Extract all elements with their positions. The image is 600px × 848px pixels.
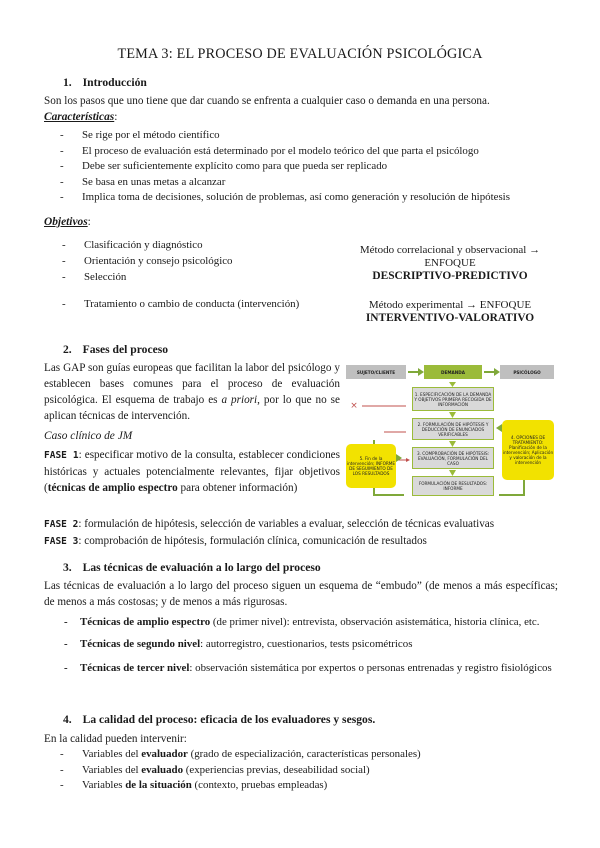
method-descriptivo	[330, 244, 570, 283]
fase-2: FASE 2: formulación de hipótesis, selección de variables a evaluar, selección de técnicas evaluativas	[44, 518, 495, 530]
list-item: - Técnicas de segundo nivel: autorregistro, cuestionarios, tests psicométricos	[64, 638, 413, 650]
objetivo-item-4: - Tratamiento o cambio de conducta (intervención)	[62, 298, 300, 310]
fase-1: FASE 1: especificar motivo de la consulta, establecer condiciones históricas y actuales potencialmente relevantes, fijar objetivos (técnicas de amplio espectro para obtener información)	[44, 449, 340, 494]
section-1-title: Introducción	[82, 76, 147, 89]
variables-list	[60, 747, 562, 794]
list-item: - Variables de la situación (contexto, pruebas empleadas)	[60, 779, 328, 791]
caracteristicas-colon: :	[114, 111, 118, 123]
list-item: - Variables del evaluador (grado de especialización, características personales)	[60, 748, 421, 760]
section-4-title: La calidad del proceso: eficacia de los evaluadores y sesgos.	[82, 713, 376, 726]
objetivos-text: Objetivos	[44, 216, 88, 228]
objetivo-item-1: - Clasificación y diagnóstico	[62, 239, 203, 251]
list-item: - Técnicas de amplio espectro (de primer nivel): entrevista, observación asistemática, historia clínica, etc.	[64, 616, 540, 628]
section-2-title: Fases del proceso	[82, 343, 169, 356]
process-diagram	[344, 360, 556, 508]
section-1-heading	[63, 76, 147, 89]
method-interventivo	[330, 299, 570, 325]
diagram-step2-box: 2. FORMULACIÓN DE HIPÓTESIS Y DEDUCCIÓN DE ENUNCIADOS VERIFICABLES	[412, 418, 494, 440]
section-2-number: 2.	[63, 343, 72, 356]
section-3-number: 3.	[63, 561, 72, 574]
section-3-heading	[63, 561, 321, 574]
gap-paragraph: Las GAP son guías europeas que facilitan la labor del psicólogo y establecen bases comunes para el proceso de evaluación psicológica. El esquema de trabajo es a priori, por lo que no se aplican técnicas de intervención.	[44, 362, 340, 422]
method-descriptivo-line1: Método correlacional y observacional →	[359, 244, 541, 256]
section-4-intro: En la calidad pueden intervenir:	[44, 733, 187, 745]
method-interventivo-line1: Método experimental → ENFOQUE	[368, 299, 532, 311]
caracteristicas-label	[44, 111, 117, 123]
list-item: - Se basa en unas metas a alcanzar	[60, 175, 226, 188]
objetivos-colon: :	[87, 216, 91, 228]
objetivo-item-3: - Selección	[62, 271, 127, 283]
objetivo-item-2: - Orientación y consejo psicológico	[62, 255, 233, 267]
list-item: - Implica toma de decisiones, solución de problemas, así como generación y resolución de hipótesis	[60, 191, 510, 203]
list-item: - Debe ser suficientemente explícito como para que pueda ser replicado	[60, 160, 388, 172]
section-1-number: 1.	[63, 76, 72, 89]
diagram-sujeto-box: SUJETO/CLIENTE	[346, 365, 406, 379]
diagram-psicologo-box: PSICÓLOGO	[500, 365, 554, 379]
list-item: - El proceso de evaluación está determinado por el modelo teórico del que parta el psicólogo	[60, 144, 479, 157]
method-descriptivo-enfoque: DESCRIPTIVO-PREDICTIVO	[372, 270, 528, 282]
diagram-step3-box: 3. COMPROBACIÓN DE HIPÓTESIS: EVALUACIÓN, FORMULACIÓN DEL CASO	[412, 447, 494, 469]
objetivos-label	[44, 216, 91, 228]
section-3-intro: Las técnicas de evaluación a lo largo del proceso siguen un esquema de “embudo” (de menos a más específicas; de menos a más costosas; y de menos a más rigurosas.	[44, 580, 558, 608]
page-title: TEMA 3: EL PROCESO DE EVALUACIÓN PSICOLÓGICA	[117, 46, 483, 62]
diagram-left-mark: ×	[350, 400, 358, 411]
case-title: Caso clínico de JM	[44, 430, 133, 442]
diagram-step1-box: 1. ESPECIFICACIÓN DE LA DEMANDA Y OBJETIVOS PRIMERA RECOGIDA DE INFORMACIÓN	[412, 387, 494, 411]
section-1-intro: Son los pasos que uno tiene que dar cuando se enfrenta a cualquier caso o demanda en una persona.	[44, 95, 490, 107]
tecnicas-list	[64, 614, 558, 676]
caracteristicas-text: Características	[44, 111, 115, 123]
section-3-title: Las técnicas de evaluación a lo largo del proceso	[82, 561, 321, 574]
diagram-tratamiento-box: 4. OPCIONES DE TRATAMIENTO: Planificación de la intervención; Aplicación y valoración de la intervención	[502, 420, 554, 480]
list-item: - Variables del evaluado (experiencias previas, deseabilidad social)	[60, 763, 370, 776]
method-interventivo-enfoque: INTERVENTIVO-VALORATIVO	[365, 312, 535, 324]
caracteristicas-list	[60, 128, 582, 206]
diagram-demanda-box: DEMANDA	[424, 365, 482, 379]
diagram-informe-box: FORMULACIÓN DE RESULTADOS: INFORME	[412, 476, 494, 496]
diagram-seguimiento-box: 5. Fin de la intervención; INFORME DE SEGUIMIENTO DE LOS RESULTADOS	[346, 444, 396, 488]
list-item: - Se rige por el método científico	[60, 129, 220, 141]
section-2-heading	[63, 343, 168, 356]
list-item: - Técnicas de tercer nivel: observación sistemática por expertos o personas entrenadas y registro fisiológicos	[64, 662, 552, 674]
section-4-heading	[63, 713, 375, 726]
fase-3: FASE 3: comprobación de hipótesis, formulación clínica, comunicación de resultados	[44, 535, 427, 547]
section-4-number: 4.	[63, 713, 72, 726]
method-descriptivo-line2: ENFOQUE	[424, 256, 476, 269]
